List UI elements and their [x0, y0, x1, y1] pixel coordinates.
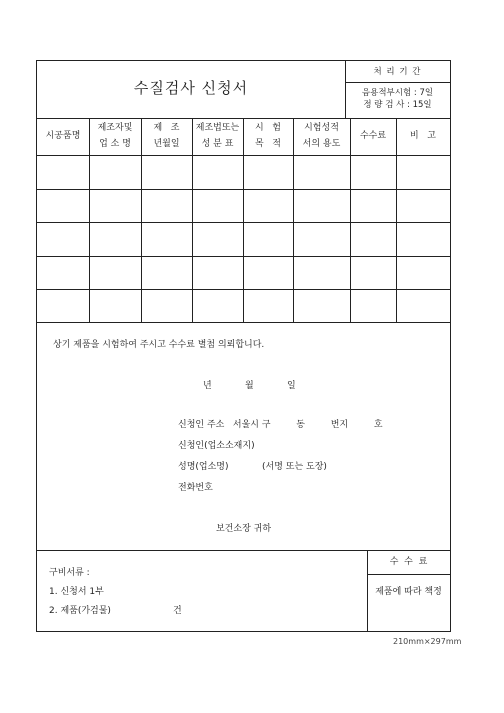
attachments-header: 구비서류 : [49, 568, 90, 578]
date-month-label: 월 [245, 381, 254, 391]
column-header-date-2: 년월일 [153, 139, 180, 149]
application-form [36, 60, 451, 632]
processing-divider [345, 82, 450, 83]
request-statement: 상기 제품을 시험하여 주시고 수수료 별첨 의뢰합니다. [53, 340, 265, 350]
applicant-address: 신청인 주소 서울시 구 동 번지 호 [178, 420, 383, 430]
processing-line-potability: 음용적부시험 : 7일 [361, 88, 434, 98]
attachment-item-sample-unit: 건 [173, 606, 182, 616]
column-header-report-use: 시험성적 [304, 123, 339, 133]
recipient: 보건소장 귀하 [215, 524, 272, 534]
attachment-item-application: 1. 신청서 1부 [49, 587, 104, 597]
date-year-label: 년 [203, 381, 212, 391]
paper-size-label: 210mm×297mm [393, 637, 462, 646]
column-header-report-use-2: 서의 용도 [302, 139, 341, 149]
column-header-method-2: 성 분 표 [201, 139, 234, 149]
column-header-product: 시공품명 [45, 131, 81, 141]
column-divider [350, 118, 351, 322]
form-title: 수질검사 신청서 [133, 79, 249, 97]
body-bottom-divider [37, 550, 450, 551]
column-divider [396, 118, 397, 322]
fee-value: 제품에 따라 책정 [375, 587, 442, 597]
column-header-date: 제 조 [153, 123, 180, 133]
column-header-purpose-2: 목 적 [255, 139, 281, 149]
column-header-manufacturer-2: 업 소 명 [99, 139, 131, 149]
attachment-item-sample: 2. 제품(가검물) [49, 606, 111, 616]
column-header-remarks: 비 고 [410, 131, 436, 141]
processing-period-header: 처 리 기 간 [373, 67, 422, 77]
processing-line-quantitative: 정 량 검 사 : 15일 [363, 100, 432, 110]
signature-label: (서명 또는 도장) [262, 462, 327, 472]
column-header-method: 제조법또는 [195, 123, 240, 133]
applicant-business-location: 신청인(업소소재지) [178, 441, 255, 451]
table-bottom-divider [37, 322, 450, 323]
applicant-phone: 전화번호 [178, 483, 213, 493]
fee-header: 수 수 료 [389, 557, 428, 567]
column-header-fee: 수수료 [359, 131, 387, 141]
column-header-purpose: 시 험 [255, 123, 281, 133]
fee-divider [367, 574, 450, 575]
column-header-manufacturer: 제조자및 [97, 123, 133, 133]
date-day-label: 일 [287, 381, 296, 391]
applicant-name: 성명(업소명) [178, 462, 229, 472]
